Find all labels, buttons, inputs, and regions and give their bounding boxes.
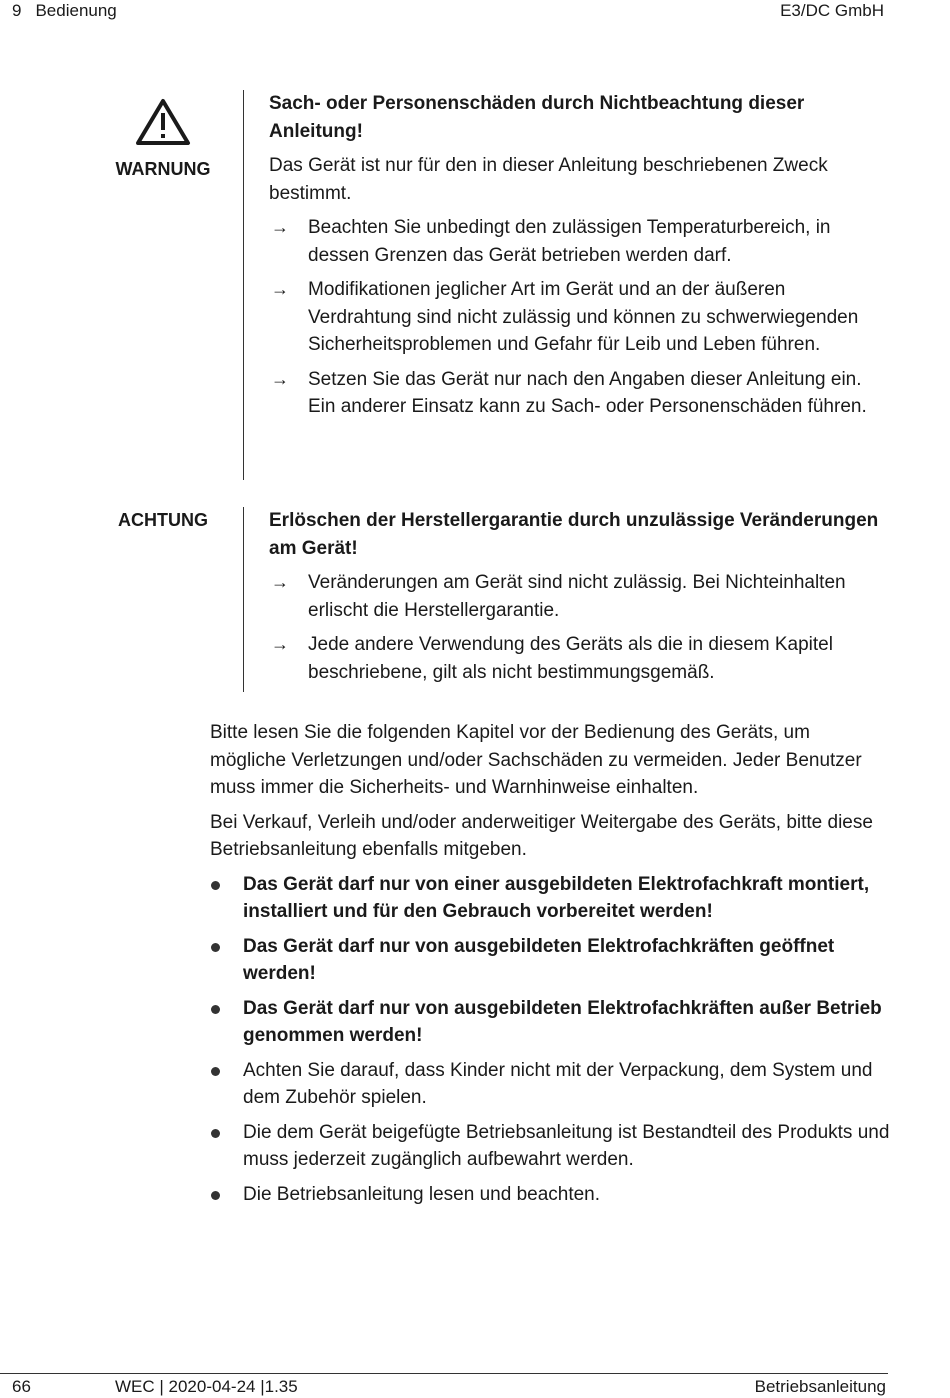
- bullet-dot-icon: [211, 1005, 220, 1014]
- main-content: [210, 719, 890, 1208]
- caution-item-text: Veränderungen am Gerät sind nicht zulässig. Bei Nichteinhalten erlischt die Herstellergarantie.: [308, 572, 846, 621]
- list-item: [210, 1057, 890, 1112]
- warning-title: Sach- oder Personenschäden durch Nichtbeachtung dieser Anleitung!: [269, 93, 805, 142]
- footer-divider: [0, 1373, 888, 1374]
- warning-item: [269, 366, 879, 421]
- document-type: Betriebsanleitung: [754, 1377, 886, 1396]
- chapter-number: 9: [12, 1, 22, 20]
- list-item-text: Achten Sie darauf, dass Kinder nicht mit der Verpackung, dem System und dem Zubehör spielen.: [243, 1059, 873, 1108]
- warning-item: [269, 214, 879, 269]
- warning-intro: Das Gerät ist nur für den in dieser Anleitung beschriebenen Zweck bestimmt.: [269, 155, 828, 204]
- caution-label: ACHTUNG: [118, 510, 208, 530]
- document-info: WEC | 2020-04-24 |1.35: [115, 1377, 298, 1396]
- arrow-right-icon: →: [271, 217, 289, 237]
- warning-notice: [0, 90, 950, 480]
- list-item: [210, 1181, 890, 1209]
- caution-notice: [0, 507, 950, 692]
- page-number: 66: [12, 1377, 31, 1396]
- caution-content: [269, 507, 879, 686]
- arrow-right-icon: →: [271, 634, 289, 654]
- body-paragraph: Bitte lesen Sie die folgenden Kapitel vor der Bedienung des Geräts, um mögliche Verletzungen und/oder Sachschäden zu vermeiden. Jeder Benutzer muss immer die Sicherheits- und Warnhinweise einhalten.: [210, 722, 862, 798]
- caution-item: [269, 569, 879, 624]
- bullet-dot-icon: [211, 943, 220, 952]
- arrow-right-icon: →: [271, 572, 289, 592]
- warning-item: [269, 276, 879, 359]
- chapter-title: Bedienung: [35, 1, 117, 20]
- company-name: E3/DC GmbH: [780, 1, 884, 20]
- caution-title: Erlöschen der Herstellergarantie durch unzulässige Veränderungen am Gerät!: [269, 510, 879, 559]
- warning-label: WARNUNG: [115, 159, 211, 179]
- bullet-dot-icon: [211, 1129, 220, 1138]
- list-item-text: Das Gerät darf nur von einer ausgebildeten Elektrofachkraft montiert, installiert und für den Gebrauch vorbereitet werden!: [243, 873, 870, 922]
- body-paragraph: Bei Verkauf, Verleih und/oder anderweitiger Weitergabe des Geräts, bitte diese Betriebsanleitung ebenfalls mitgeben.: [210, 811, 873, 860]
- warning-content: [269, 90, 879, 421]
- caution-item-text: Jede andere Verwendung des Geräts als die in diesem Kapitel beschriebene, gilt als nicht bestimmungsgemäß.: [308, 634, 833, 683]
- arrow-right-icon: →: [271, 368, 289, 389]
- warning-item-text: Beachten Sie unbedingt den zulässigen Temperaturbereich, in dessen Grenzen das Gerät betrieben werden darf.: [308, 217, 831, 266]
- bullet-dot-icon: [211, 1191, 220, 1200]
- list-item-text: Das Gerät darf nur von ausgebildeten Elektrofachkräften außer Betrieb genommen werden!: [243, 997, 882, 1046]
- caution-divider: [243, 507, 244, 692]
- list-item-text: Die Betriebsanleitung lesen und beachten.: [243, 1183, 601, 1205]
- list-item: [210, 1119, 890, 1174]
- page-header-chapter: [12, 0, 117, 22]
- bullet-dot-icon: [211, 1067, 220, 1076]
- warning-item-text: Modifikationen jeglicher Art im Gerät und an der äußeren Verdrahtung sind nicht zulässig und können zu schwerwiegenden Sicherheitsproblemen und Gefahr für Leib und Leben führen.: [308, 279, 859, 355]
- list-item: [210, 871, 890, 926]
- warning-item-text: Setzen Sie das Gerät nur nach den Angaben dieser Anleitung ein. Ein anderer Einsatz kann zu Sach- oder Personenschäden führen.: [308, 368, 867, 417]
- list-item: [210, 933, 890, 988]
- list-item: [210, 995, 890, 1050]
- list-item-text: Das Gerät darf nur von ausgebildeten Elektrofachkräften geöffnet werden!: [243, 935, 835, 984]
- list-item-text: Die dem Gerät beigefügte Betriebsanleitung ist Bestandteil des Produkts und muss jederzeit zugänglich aufbewahrt werden.: [243, 1121, 890, 1170]
- arrow-right-icon: →: [271, 279, 289, 299]
- warning-divider: [243, 90, 244, 480]
- warning-triangle-icon: [135, 98, 191, 146]
- bullet-dot-icon: [211, 881, 220, 890]
- caution-item: [269, 631, 879, 686]
